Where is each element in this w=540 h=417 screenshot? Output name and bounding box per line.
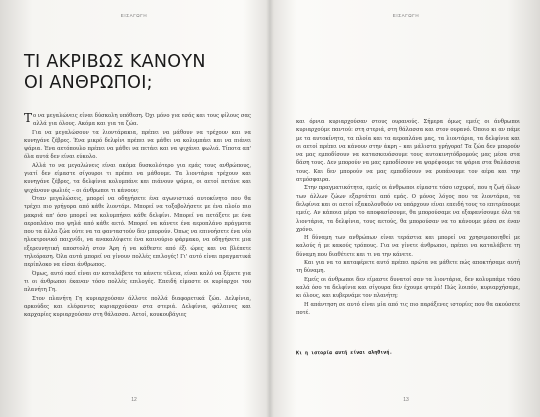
paragraph: Η δύναμη των ανθρώπων είναι τεράστια και μπορεί να χρησιμοποιηθεί με καλούς ή με κακούς τρόπους. Για να γίνετε άνθρωποι, πρέπει να καταλάβετε τη δύναμη που διαθέτετε και τι να την κάνετε. xyxy=(296,235,520,258)
left-page xyxy=(0,0,268,417)
drop-cap: Τ xyxy=(24,111,33,125)
page-number: 12 xyxy=(131,397,137,403)
paragraph: Στην πραγματικότητα, εμείς οι άνθρωποι είμαστε τόσο ισχυροί, που η ζωή όλων των άλλων ζώων εξαρτάται από εμάς. Ο μόνος λόγος που τα λιοντάρια, τα δελφίνια και οι αετοί εξακολουθούν να υπάρχουν είναι επειδή τους το επιτρέπουμε εμείς. Αν κάποια μέρα το αποφασίσουμε, θα μπορούσαμε να εξαφανίσουμε όλα τα λιοντάρια, τα δελφίνια, τους αετούς, θα μπορούσαν να το κάνουμε μέσα σε έναν χρόνο. xyxy=(296,185,520,233)
paragraph: Για να μεγαλώσουν τα λιοντάρακια, πρέπει να μάθουν να τρέχουν και να κυνηγάνε ζέβρες. Ένα μικρό δελφίνι πρέπει να μάθει να κολυμπάει και να πιάνει ψάρια. Ένα αετόπουλο πρέπει να μάθει να πετάει και να ψιχάνει φωλιά. Τίποτα απ' όλα αυτά δεν είναι εύκολο. xyxy=(24,129,251,161)
page-number: 13 xyxy=(403,397,409,403)
chapter-title xyxy=(24,52,244,94)
paragraph: Όταν μεγαλώσεις, μπορεί να οδηγήσετε ένα αγωνιστικό αυτοκίνητο που θα τρέχει πιο γρήγορα από κάθε λιοντάρι. Μπορεί να τοξοβολήσετε με ένα πλοίο πιο μακριά απ' όσο μπορεί να κολυμπήσει κάθε δελφίνι. Μπορεί να πετάξετε με ένα αεροπλάνο πιο ψηλά από κάθε αετό. Μπορεί να κάνετε ένα αεροπλάνο πράγματα που τα άλλα ζώα ούτε να τα φανταστούν δεν μπορούν. Όπως να επινοήσετε ένα νέο ηλεκτρονικό παιχνίδι, να ανακαλύψετε ένα καινούριο φάρμακο, να οδηγήσετε μια εξερευνητική αποστολή στον Άρη ή να κάθεστε από έξι ώρες και να βλέπετε τηλεόραση. Όλα αυτά μπορεί να γίνουν πολλές επιλογές! Γι' αυτό είναι πραγματικά περίπλοκο να είσαι άνθρωπος. xyxy=(24,195,251,269)
running-head: ΕΙΣΑΓΩΓΗ xyxy=(120,13,148,18)
body-text xyxy=(296,118,520,317)
paragraph: και όρνια κυριαρχούσαν στους ουρανούς. Σήμερα όμως εμείς οι άνθρωποι κυριαρχούμε παντού: στη στεριά, στη θάλασσα και στον ουρανό. Όποιο κι αν πάμε με τα αυτοκίνητα, τα πλοία και τα αεροπλάνα μας, τα λιοντάρια, τα δελφίνια και οι αετοί πρέπει να κάνουν στην άκρη – και μάλιστα γρήγορα! Τα ζώα δεν μπορούν να μας εμποδίσουν να κατασκευάσουμε τους αυτοκινητόδρομούς μας μέσα στα δάση τους. Δεν μπορούν να μας εμποδίσουν να ψαρέψουμε τα ψάρια στα θαλάσσια τους. Και δεν μπορούν να μας εμποδίσουν να ρυπάνουμε τον αέρα και την ατμόσφαιρα. xyxy=(296,119,520,184)
chapter-title-line-1: ΤΙ ΑΚΡΙΒΩΣ ΚΑΝΟΥΝ xyxy=(24,52,206,72)
chapter-title-line-2: ΟΙ ΑΝΘΡΩΠΟΙ; xyxy=(24,73,153,93)
handwritten-note: Κι η ιστορία αυτή είναι αληθινή. xyxy=(295,349,393,357)
paragraph: Και για να το καταφέρετε αυτό πρέπει πρώτα να μάθετε πώς αποκτήσαμε αυτή τη δύναμη. xyxy=(296,260,520,275)
paragraph: Στον πλανήτη Γη κυριαρχούσαν άλλοτε πολλά διαφορετικά ζώα. Δελφίνια, αρκούδες και ελέφαντες κυριαρχούσαν στα στεριά. Δελφίνια, φάλαινες και καρχαρίες κυριαρχούσαν στη θάλασσα. Αετοί, κουκουβάγιες xyxy=(24,295,251,319)
paragraph: Εμείς οι άνθρωποι δεν είμαστε δυνατοί σαν τα λιοντάρια, δεν κολυμπάμε τόσο καλά όσο τα δελφίνια και σίγουρα δεν έχουμε φτερά! Πώς λοιπόν, κυριαρχήσαμε, κι όλους, και κυβερνάμε τον πλανήτη; xyxy=(296,276,520,300)
right-page xyxy=(272,0,540,417)
paragraph: Όμως, αυτό εκεί είναι αν καταλάβετε τα κάνετε τέλεια, είναι καλό να ξέρετε για τι οι άνθρωποι έκαναν τόσο πολλές επιλογές. Επειδή είμαστε οι κυρίαρχοι του πλανήτη Γη. xyxy=(24,270,251,294)
paragraph: Αλλά το να μεγαλώνεις είναι ακόμα δυσκολότερο για εμάς τους ανθρώπους, γιατί δεν είμαστε σίγουροι τι πρέπει να μάθουμε. Τα λιοντάρια τρέχουν και κυνηγάνε ζέβρες, τα δελφίνια κολυμπάνε και πιάνουν ψάρια, οι αετοί πετάνε και ψιχάνουν φωλιές – οι άνθρωποι τι κάνουν; xyxy=(24,162,251,194)
paragraph: Η απάντηση σε αυτό είναι μία από τις πιο παράξενες ιστορίες που θα ακούσετε ποτέ. xyxy=(296,301,520,316)
body-text xyxy=(24,112,251,319)
running-head: ΕΙΣΑΓΩΓΗ xyxy=(392,13,420,18)
paragraph: Το να μεγαλώνεις είναι δύσκολη υπόθεση. Όχι μόνο για εσάς και τους φίλους σας αλλά για όλους. Ακόμα και για τα ζώα. xyxy=(24,111,251,128)
